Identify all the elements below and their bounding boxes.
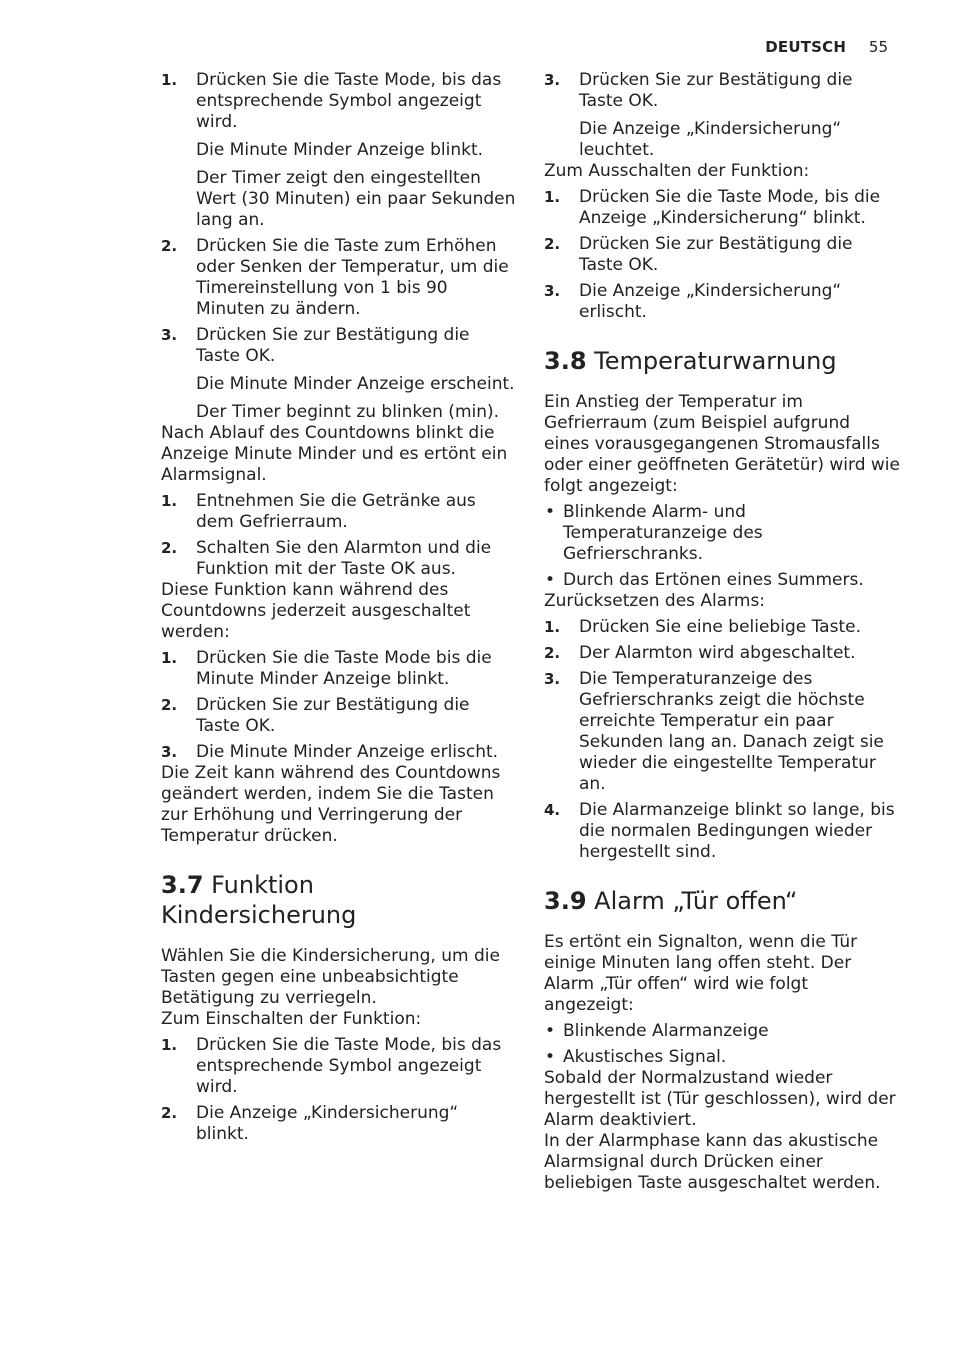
list-text: Drücken Sie zur Bestätigung die Taste OK.	[579, 70, 853, 111]
list-item	[544, 800, 900, 863]
list-number: 1.	[544, 188, 561, 206]
list-item	[161, 1035, 516, 1098]
paragraph: In der Alarmphase kann das akustische Alarmsignal durch Drücken einer beliebigen Taste ausgeschaltet werden.	[544, 1131, 881, 1193]
note: Die Minute Minder Anzeige erscheint.	[196, 374, 515, 394]
list-text: Drücken Sie die Taste Mode, bis das entsprechende Symbol angezeigt wird.	[196, 1035, 502, 1097]
page-header	[765, 38, 888, 56]
list-item	[544, 669, 900, 795]
paragraph: Wählen Sie die Kindersicherung, um die Tasten gegen eine unbeabsichtigte Betätigung zu verriegeln.	[161, 946, 500, 1008]
bullet-item	[544, 1021, 900, 1042]
list-number: 2.	[161, 696, 178, 714]
list-item	[544, 281, 900, 323]
bullet-text: Durch das Ertönen eines Summers.	[563, 570, 864, 590]
list-number: 2.	[161, 237, 178, 255]
section-title: Alarm „Tür offen“	[594, 887, 798, 915]
list-text: Die Alarmanzeige blinkt so lange, bis die normalen Bedingungen wieder hergestellt sind.	[579, 800, 895, 862]
left-column	[161, 70, 516, 1145]
list-number: 1.	[161, 649, 178, 667]
list-number: 4.	[544, 801, 561, 819]
list-number: 1.	[161, 492, 178, 510]
bullet-dot: •	[545, 570, 556, 590]
right-column	[544, 70, 900, 1194]
section-number: 3.8	[544, 347, 587, 375]
list-number: 3.	[161, 326, 178, 344]
section-number: 3.9	[544, 887, 587, 915]
page-number: 55	[868, 38, 888, 56]
list-number: 1.	[161, 1036, 178, 1054]
list-item	[544, 70, 900, 112]
bullet-text: Blinkende Alarm- und Temperaturanzeige des Gefrierschranks.	[563, 502, 763, 564]
list-text: Entnehmen Sie die Getränke aus dem Gefrierraum.	[196, 491, 476, 532]
list-text: Die Anzeige „Kindersicherung“ erlischt.	[579, 281, 842, 322]
bullet-item	[544, 570, 900, 591]
language-label: DEUTSCH	[765, 38, 847, 56]
section-heading-3-8	[544, 346, 900, 376]
list-item	[161, 491, 516, 533]
paragraph: Die Zeit kann während des Countdowns geändert werden, indem Sie die Tasten zur Erhöhung und Verringerung der Temperatur drücken.	[161, 763, 501, 846]
list-text: Die Minute Minder Anzeige erlischt.	[196, 742, 499, 762]
list-number: 3.	[544, 71, 561, 89]
list-text: Drücken Sie zur Bestätigung die Taste OK.	[196, 325, 470, 366]
list-item	[161, 742, 516, 763]
list-number: 2.	[544, 644, 561, 662]
paragraph: Ein Anstieg der Temperatur im Gefrierraum (zum Beispiel aufgrund eines vorausgegangenen Stromausfalls oder einer geöffneten Gerätetür) wird wie folgt angezeigt:	[544, 392, 900, 496]
bullet-dot: •	[545, 1047, 556, 1067]
list-text: Drücken Sie die Taste Mode, bis das entsprechende Symbol angezeigt wird.	[196, 70, 502, 132]
paragraph: Zum Ausschalten der Funktion:	[544, 161, 810, 181]
list-text: Drücken Sie die Taste zum Erhöhen oder Senken der Temperatur, um die Timereinstellung von 1 bis 90 Minuten zu ändern.	[196, 236, 509, 319]
list-number: 2.	[161, 1104, 178, 1122]
list-item	[544, 234, 900, 276]
paragraph: Es ertönt ein Signalton, wenn die Tür einige Minuten lang offen steht. Der Alarm „Tür offen“ wird wie folgt angezeigt:	[544, 932, 858, 1015]
note: Der Timer beginnt zu blinken (min).	[196, 402, 500, 422]
list-item	[544, 643, 900, 664]
list-text: Drücken Sie zur Bestätigung die Taste OK.	[196, 695, 470, 736]
paragraph: Sobald der Normalzustand wieder hergestellt ist (Tür geschlossen), wird der Alarm deaktiviert.	[544, 1068, 896, 1130]
bullet-dot: •	[545, 502, 556, 522]
list-number: 1.	[544, 618, 561, 636]
note: Die Minute Minder Anzeige blinkt.	[196, 140, 484, 160]
paragraph: Diese Funktion kann während des Countdowns jederzeit ausgeschaltet werden:	[161, 580, 471, 642]
paragraph: Zum Einschalten der Funktion:	[161, 1009, 422, 1029]
list-item	[161, 538, 516, 580]
paragraph: Nach Ablauf des Countdowns blinkt die Anzeige Minute Minder und es ertönt ein Alarmsignal.	[161, 423, 508, 485]
section-heading-3-7	[161, 870, 516, 930]
list-text: Der Alarmton wird abgeschaltet.	[579, 643, 856, 663]
list-text: Die Temperaturanzeige des Gefrierschranks zeigt die höchste erreichte Temperatur ein paar Sekunden lang an. Danach zeigt sie wieder die eingestellte Temperatur an.	[579, 669, 884, 794]
list-number: 3.	[544, 670, 561, 688]
bullet-item	[544, 1047, 900, 1068]
list-item	[161, 70, 516, 133]
list-item	[161, 325, 516, 367]
list-number: 1.	[161, 71, 178, 89]
list-number: 2.	[161, 539, 178, 557]
section-heading-3-9	[544, 886, 900, 916]
list-text: Drücken Sie eine beliebige Taste.	[579, 617, 861, 637]
list-text: Schalten Sie den Alarmton und die Funktion mit der Taste OK aus.	[196, 538, 492, 579]
list-item	[161, 695, 516, 737]
list-item	[161, 1103, 516, 1145]
list-number: 2.	[544, 235, 561, 253]
bullet-dot: •	[545, 1021, 556, 1041]
bullet-text: Akustisches Signal.	[563, 1047, 727, 1067]
list-item	[544, 187, 900, 229]
list-number: 3.	[544, 282, 561, 300]
section-title: Funktion Kindersicherung	[161, 871, 357, 929]
section-title: Temperaturwarnung	[594, 347, 837, 375]
list-text: Die Anzeige „Kindersicherung“ blinkt.	[196, 1103, 459, 1144]
list-text: Drücken Sie zur Bestätigung die Taste OK.	[579, 234, 853, 275]
list-item	[161, 648, 516, 690]
note: Die Anzeige „Kindersicherung“ leuchtet.	[579, 119, 842, 160]
paragraph: Zurücksetzen des Alarms:	[544, 591, 766, 611]
section-number: 3.7	[161, 871, 204, 899]
list-text: Drücken Sie die Taste Mode, bis die Anzeige „Kindersicherung“ blinkt.	[579, 187, 881, 228]
note: Der Timer zeigt den eingestellten Wert (30 Minuten) ein paar Sekunden lang an.	[196, 168, 516, 230]
list-item	[161, 236, 516, 320]
list-text: Drücken Sie die Taste Mode bis die Minute Minder Anzeige blinkt.	[196, 648, 492, 689]
list-number: 3.	[161, 743, 178, 761]
bullet-item	[544, 502, 900, 565]
list-item	[544, 617, 900, 638]
bullet-text: Blinkende Alarmanzeige	[563, 1021, 769, 1041]
